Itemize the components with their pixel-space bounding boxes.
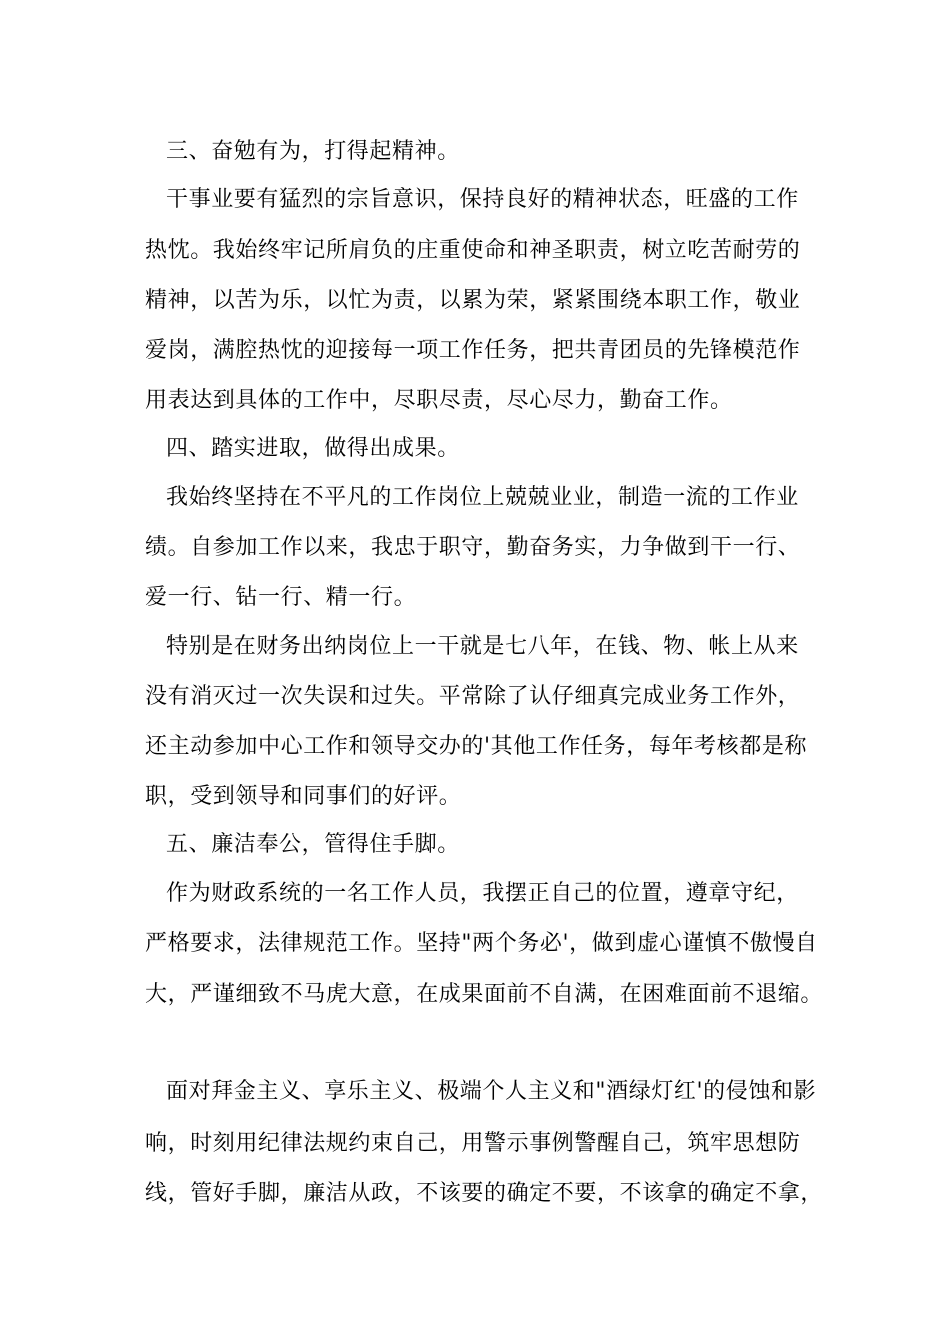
section-heading-3: 三、奋勉有为，打得起精神。 [166, 139, 460, 164]
paragraph-line: 线，管好手脚，廉洁从政，不该要的确定不要，不该拿的确定不拿， [145, 1181, 824, 1206]
paragraph-line: 精神，以苦为乐，以忙为责，以累为荣，紧紧围绕本职工作，敬业 [145, 288, 801, 313]
paragraph-line: 我始终坚持在不平凡的工作岗位上兢兢业业，制造一流的工作业 [166, 485, 799, 510]
paragraph-line: 大，严谨细致不马虎大意，在成果面前不自满，在困难面前不退缩。 [145, 982, 824, 1007]
paragraph-line: 还主动参加中心工作和领导交办的'其他工作任务，每年考核都是称 [145, 734, 808, 759]
paragraph-line: 特别是在财务出纳岗位上一干就是七八年，在钱、物、帐上从来 [166, 634, 799, 659]
paragraph-line: 响，时刻用纪律法规约束自己，用警示事例警醒自己，筑牢思想防 [145, 1131, 801, 1156]
paragraph-line: 用表达到具体的工作中，尽职尽责，尽心尽力，勤奋工作。 [145, 388, 733, 413]
paragraph-line: 作为财政系统的一名工作人员，我摆正自己的位置，遵章守纪， [166, 881, 799, 906]
paragraph-line: 干事业要有猛烈的宗旨意识，保持良好的精神状态，旺盛的工作 [166, 187, 799, 212]
paragraph-line: 爱岗，满腔热忱的迎接每一项工作任务，把共青团员的先锋模范作 [145, 338, 801, 363]
paragraph-line: 没有消灭过一次失误和过失。平常除了认仔细真完成业务工作外， [145, 684, 801, 709]
section-heading-4: 四、踏实进取，做得出成果。 [166, 436, 460, 461]
paragraph-line: 严格要求，法律规范工作。坚持"两个务必'，做到虚心谨慎不傲慢自 [145, 931, 818, 956]
paragraph-line: 职，受到领导和同事们的好评。 [145, 784, 462, 809]
paragraph-line: 面对拜金主义、享乐主义、极端个人主义和"酒绿灯红'的侵蚀和影 [166, 1079, 817, 1104]
paragraph-line: 爱一行、钻一行、精一行。 [145, 585, 417, 610]
paragraph-line: 热忱。我始终牢记所肩负的庄重使命和神圣职责，树立吃苦耐劳的 [145, 238, 801, 263]
section-heading-5: 五、廉洁奉公，管得住手脚。 [166, 832, 460, 857]
paragraph-line: 绩。自参加工作以来，我忠于职守，勤奋务实，力争做到干一行、 [145, 535, 801, 560]
